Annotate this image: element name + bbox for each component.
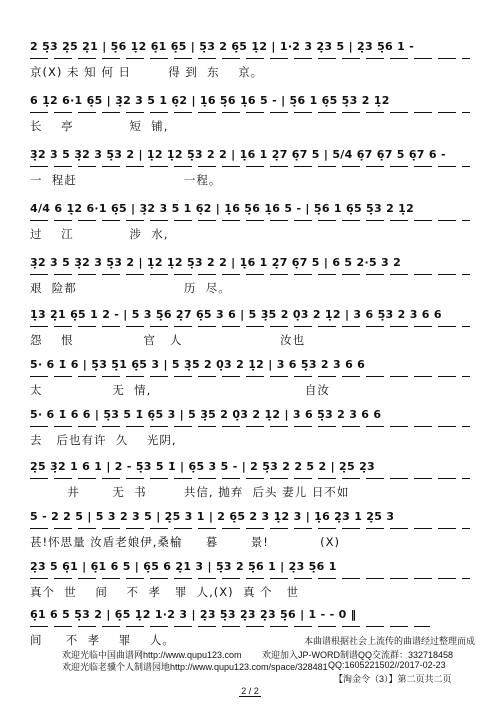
notation: 6 1̣2 6·1 6̣5 | 3̣2 3 5 1 6̣2 | 1̣6 5̣6 1̣6 5 - | 5̣6 1 6̣5 5̣3 2 1̣2 bbox=[30, 94, 390, 107]
notation: 5 - 2 2 5 | 5 3 2 3 5 | 2̣5 3 1 | 2 6̣5 2 3 1̣2 3 | 1̣6 2̣3 1 2̣5 3 bbox=[30, 510, 395, 523]
lyrics: 怨 恨 官 人 汝也 bbox=[30, 333, 306, 347]
lyrics: 京(X) 未 知 何 日 得 到 东 京。 bbox=[30, 65, 264, 79]
lyrics: 过 江 涉 水, bbox=[30, 227, 169, 241]
beam-line bbox=[30, 220, 470, 221]
beam-line bbox=[30, 326, 470, 327]
notation: 2 5̣3 2̣5 2̣1 | 5̣6 1̣2 6̣1 6̣5 | 5̣3 2 6̣5 1̣2 | 1·2 3 2̣3 5 | 2̣3 5̣6 1 - bbox=[30, 40, 415, 53]
beam-line bbox=[30, 626, 430, 627]
beam-line bbox=[30, 58, 470, 59]
lyrics: 太 无 情, 自汝 bbox=[30, 383, 330, 397]
lyrics: 艰 险都 历 尽。 bbox=[30, 281, 231, 295]
beam-line bbox=[30, 376, 470, 377]
lyrics: 间 不 孝 罪 人。 bbox=[30, 633, 185, 647]
footer-qq-date: QQ:1605221502//2017-02-23 bbox=[328, 660, 446, 670]
footer-space-link[interactable]: 欢迎光临老骥个人制谱园地http://www.qupu123.com/space/328481 bbox=[62, 662, 328, 672]
notation: 3̣2 3 5 3̣2 3 5̣3 2 | 1̣2 1̣2 5̣3 2 2 | 1̣6 1 2̣7 6̣7 5 | 5/4 6̣7 6̣7 5 6̣7 6 - bbox=[30, 148, 446, 161]
footer-qq-group: 欢迎加入JP-WORD制谱QQ交流群：332718458 bbox=[262, 650, 454, 660]
notation: 5· 6 1̇ 6 | 5̣3 5̣1 6̣5 3 | 5 3̣5 2 0̣3 2 1̣2 | 3 6 5̣3 2 3 6 6 bbox=[30, 358, 366, 371]
notation: 1̣3 2̣1 6̣5 1 2 - | 5 3 5̣6 2̣7 6̣5 3 6 | 5 3̣5 2 0̣3 2 1̣2 | 3 6 5̣3 2 3 6 6 bbox=[30, 308, 442, 321]
beam-line bbox=[30, 578, 470, 579]
footer-site-link[interactable]: 欢迎光临中国曲谱网http://www.qupu123.com bbox=[62, 650, 242, 660]
beam-line bbox=[30, 112, 470, 113]
beam-line bbox=[30, 166, 470, 167]
beam-line bbox=[30, 478, 470, 479]
notation: 2̣3 5 6̣1 | 6̣1 6 5 | 6̣5 6 2̣1 3 | 5̣3 2 5̣6 1 | 2̣3 5̣6 1 bbox=[30, 560, 337, 573]
lyrics: 长 亭 短 铺, bbox=[30, 119, 169, 133]
lyrics: 真个 世 间 不 孝 罪 人,(X) 真 个 世 bbox=[30, 585, 300, 599]
notation: 2̣5 3̣2 1 6 1 | 2 - 5̣3 5 1̇ | 6̣5 3 5 - | 2 5̣3 2 2 5 2 | 2̣5 2̣3 bbox=[30, 460, 375, 473]
source-note: 本曲谱根据社会上流传的曲谱经过整理而成 bbox=[304, 636, 476, 646]
notation: 3̣2 3 5 3̣2 3 5̣3 2 | 1̣2 1̣2 5̣3 2 2 | 1̣6 1 2̣7 6̣7 5 | 6 5 2·5 3 2 bbox=[30, 256, 402, 269]
page-number bbox=[0, 686, 500, 696]
notation: 5· 6 1̇ 6 6 | 5̣3 5 1̇ 6̣5 3 | 5 3̣5 2 0̣3 2 1̣2 | 3 6 5̣3 2 3 6 6 bbox=[30, 408, 382, 421]
beam-line bbox=[30, 528, 470, 529]
page-number-text: 2 / 2 bbox=[241, 686, 259, 696]
beam-line bbox=[30, 426, 470, 427]
notation: 4/4 6 1̣2 6·1 6̣5 | 3̣2 3 5 1 6̣2 | 1̣6 5̣6 1̣6 5 - | 5̣6 1 6̣5 5̣3 2 1̣2 bbox=[30, 202, 415, 215]
lyrics: 井 无 书 共信, 抛弃 后头 妻儿 日不如 bbox=[30, 485, 350, 499]
notation: 6̣1 6 5 5̣3 2 | 6̣5 1̣2 1·2 3 | 2̣3 5̣3 2̣3 2̣3 5̣6 | 1 - - 0 ‖ bbox=[30, 608, 357, 621]
footer-page-title: 【淘金令（3）】第二页共二页 bbox=[334, 674, 452, 684]
lyrics: 甚!怀思量 汝盾老娘伊,桑榆 暮 景! (X) bbox=[30, 535, 340, 549]
lyrics: 去 后也有许 久 光阴, bbox=[30, 433, 177, 447]
beam-line bbox=[30, 274, 470, 275]
lyrics: 一 程赶 一程。 bbox=[30, 173, 222, 187]
